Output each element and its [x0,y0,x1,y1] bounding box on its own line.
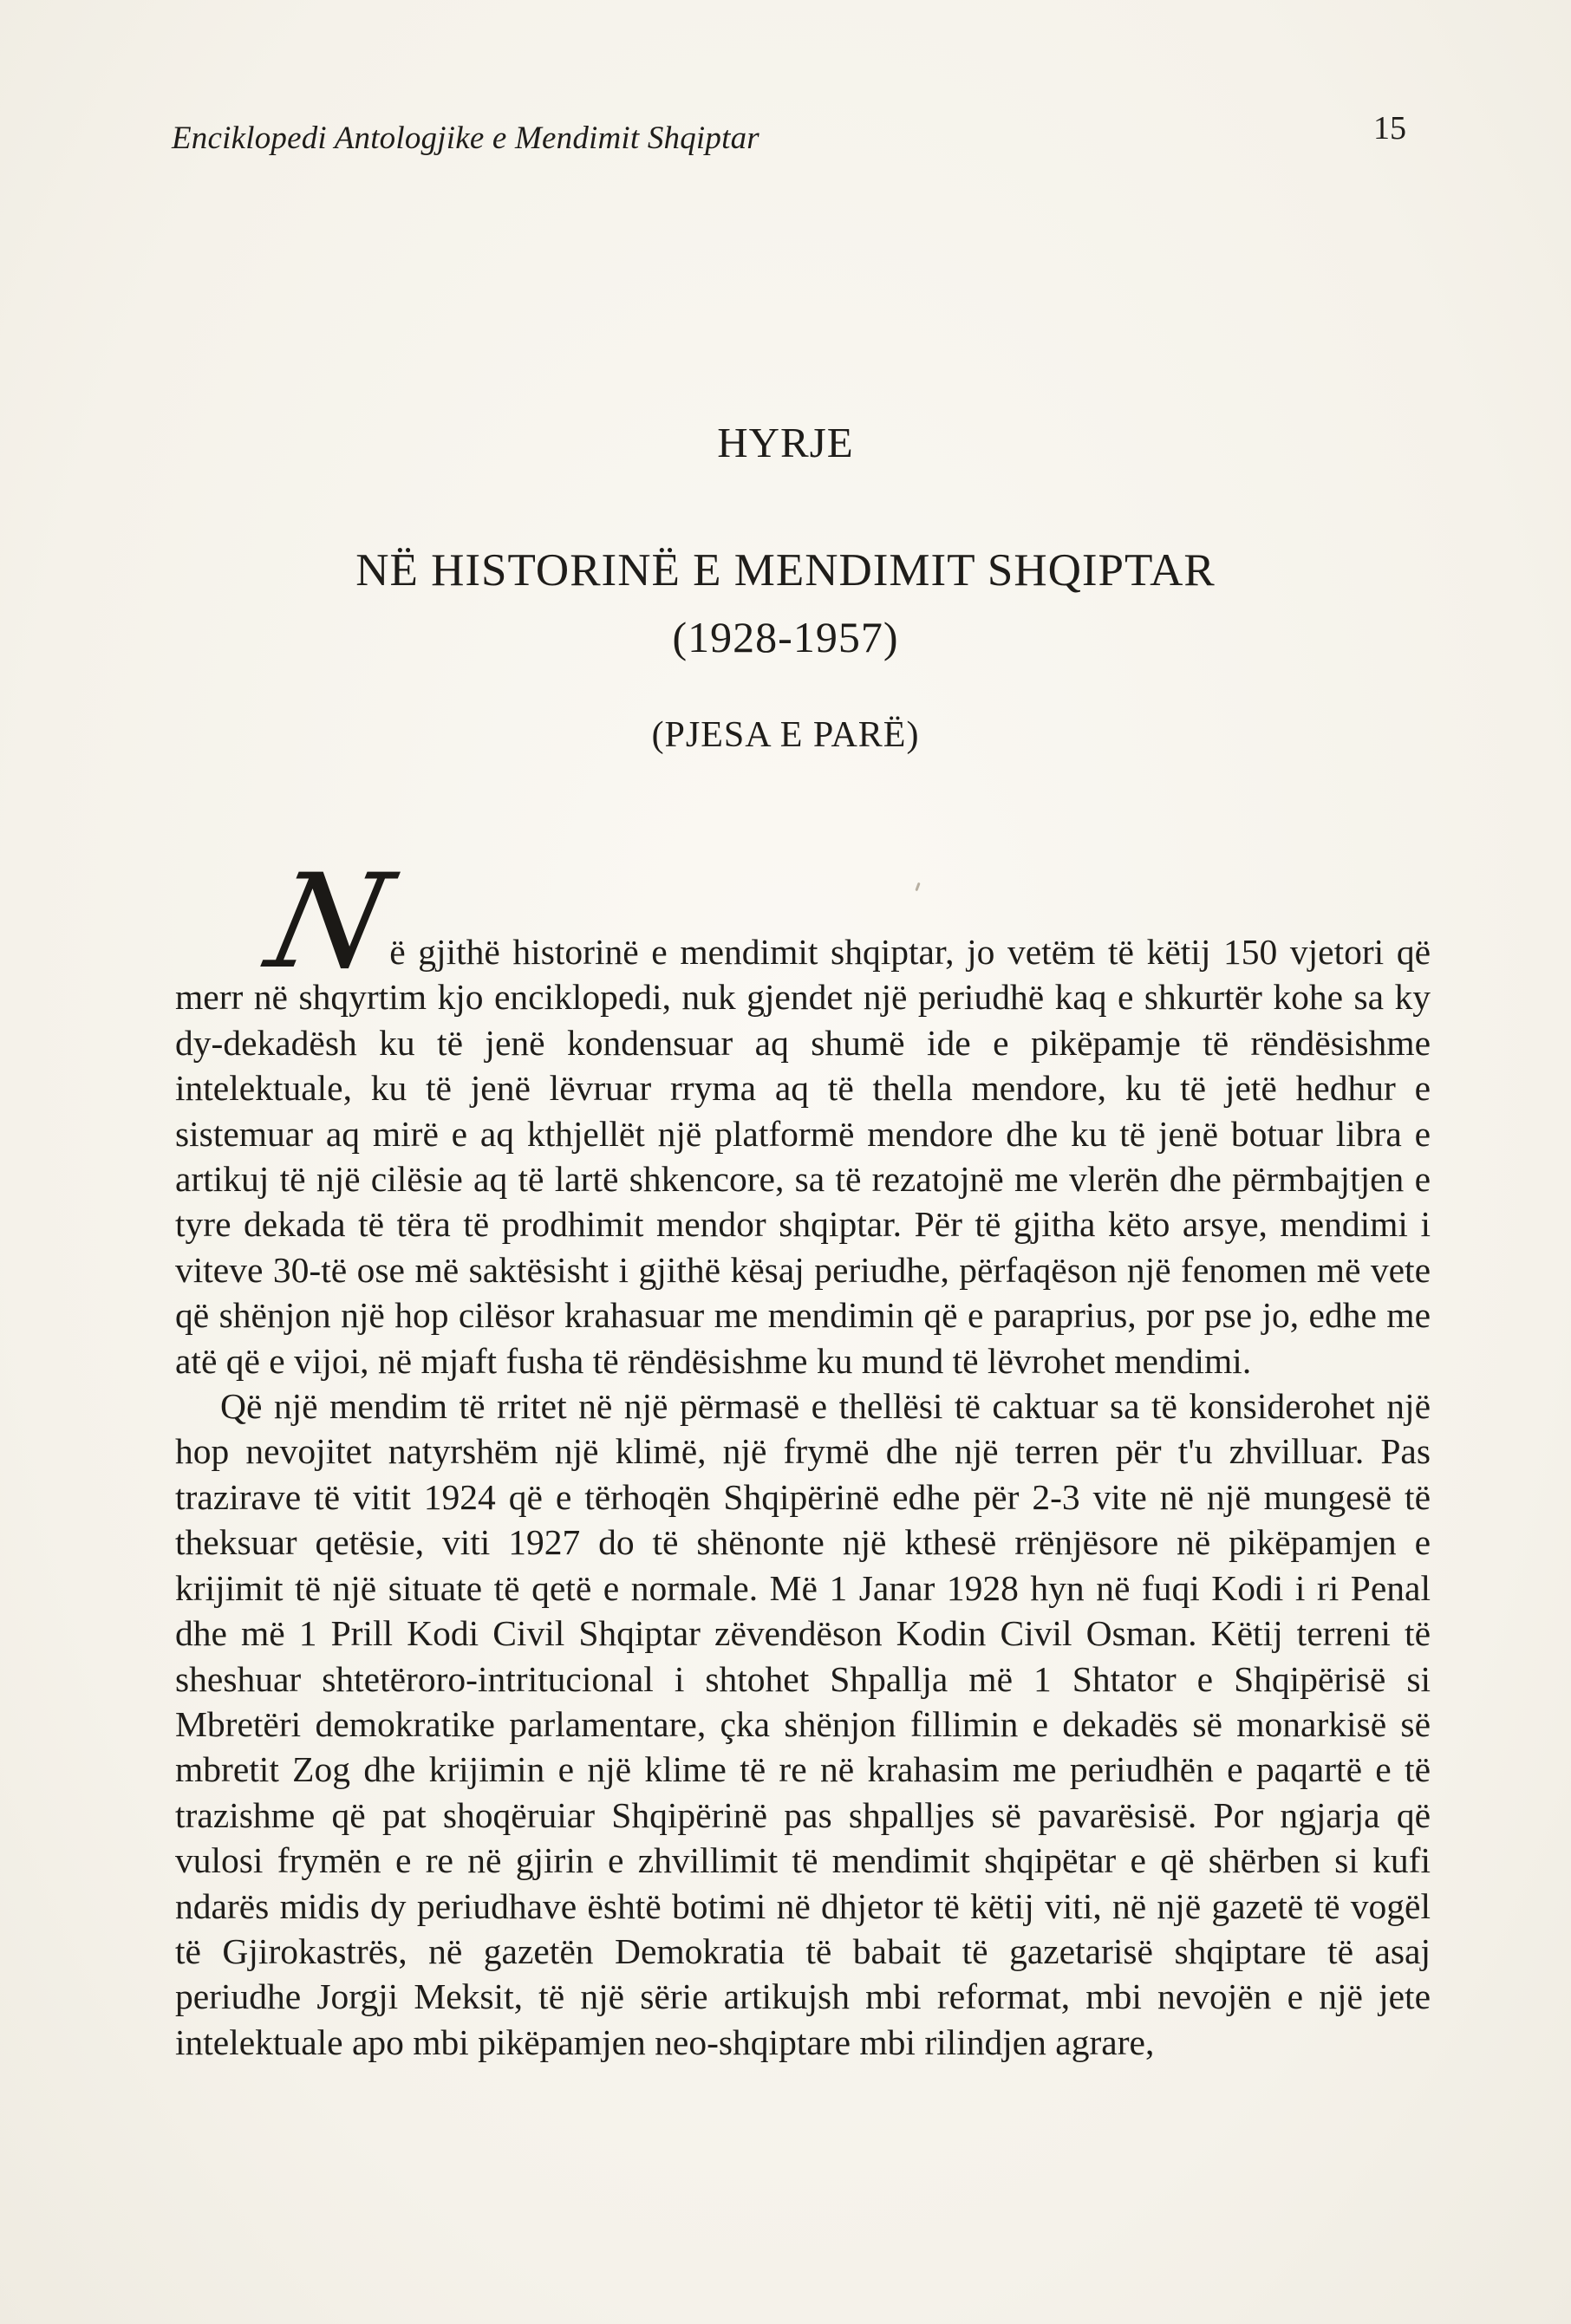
chapter-title: HYRJE [717,419,854,466]
drop-cap: N [256,847,399,998]
paragraph-text: ë gjithë historinë e mendimit shqiptar, jo vetëm të këtij 150 vjetori që merr në shqyrtim kjo enciklopedi, nuk gjendet një periudhë kaq e shkurtër kohe sa ky dy-dekadësh ku të jenë kondensuar aq shumë ide e pikëpamje të rëndësishme intelektuale, ku të jenë lëvruar rryma aq të thella mendore, ku të jetë hedhur e sistemuar aq mirë e aq kthjellët një platformë mendore dhe ku të jenë botuar libra e artikuj të një cilësie aq të lartë shkencore, sa të rezatojnë me vlerën dhe përmbajtjen e tyre dekada të tëra të prodhimit mendor shqiptar. Për të gjitha këto arsye, mendimi i viteve 30-të ose më saktësisht i gjithë kësaj periudhe, përfaqëson një fenomen më vete që shënjon një hop cilësor krahasuar me mendimin që e paraprius, por pse jo, edhe me atë që e vijoi, në mjaft fusha të rëndësishme ku mund të lëvrohet mendimi. [175,932,1431,1381]
paper-speck [915,882,920,891]
body-text [175,847,1431,2065]
chapter-part: (PJESA E PARË) [651,715,920,755]
chapter-subtitle: NË HISTORINË E MENDIMIT SHQIPTAR [355,545,1216,596]
chapter-years: (1928-1957) [672,613,899,661]
running-head-title: Enciklopedi Antologjike e Mendimit Shqiptar [172,120,759,156]
paragraph [175,847,1431,1383]
page-number: 15 [1373,110,1406,146]
paragraph: Që një mendim të rritet në një përmasë e thellësi të caktuar sa të konsiderohet një hop nevojitet natyrshëm një klimë, një frymë dhe një terren për t'u zhvilluar. Pas trazirave të vitit 1924 që e tërhoqën Shqipërinë edhe për 2-3 vite në një mungesë të theksuar qetësie, viti 1927 do të shënonte një kthesë rrënjësore në pikëpamjen e krijimit të një situate të qetë e normale. Më 1 Janar 1928 hyn në fuqi Kodi i ri Penal dhe më 1 Prill Kodi Civil Shqiptar zëvendëson Kodin Civil Osman. Këtij terreni të sheshuar shtetëroro-intritucional i shtohet Shpallja më 1 Shtator e Shqipërisë si Mbretëri demokratike parlamentare, çka shënjon fillimin e dekadës së monarkisë së mbretit Zog dhe krijimin e një klime të re në krahasim me periudhën e paqartë e të trazishme që pat shoqëruiar Shqipërinë pas shpalljes së pavarësisë. Por ngjarja që vulosi frymën e re në gjirin e zhvillimit të mendimit shqipëtar e që shërben si kufi ndarës midis dy periudhave është botimi në dhjetor të këtij viti, në një gazetë të vogël të Gjirokastrës, në gazetën Demokratia të babait të gazetarisë shqiptare të asaj periudhe Jorgji Meksit, të një sërie artikujsh mbi reformat, mbi nevojën e një jete intelektuale apo mbi pikëpamjen neo-shqiptare mbi rilindjen agrare, [175,1386,1431,2062]
